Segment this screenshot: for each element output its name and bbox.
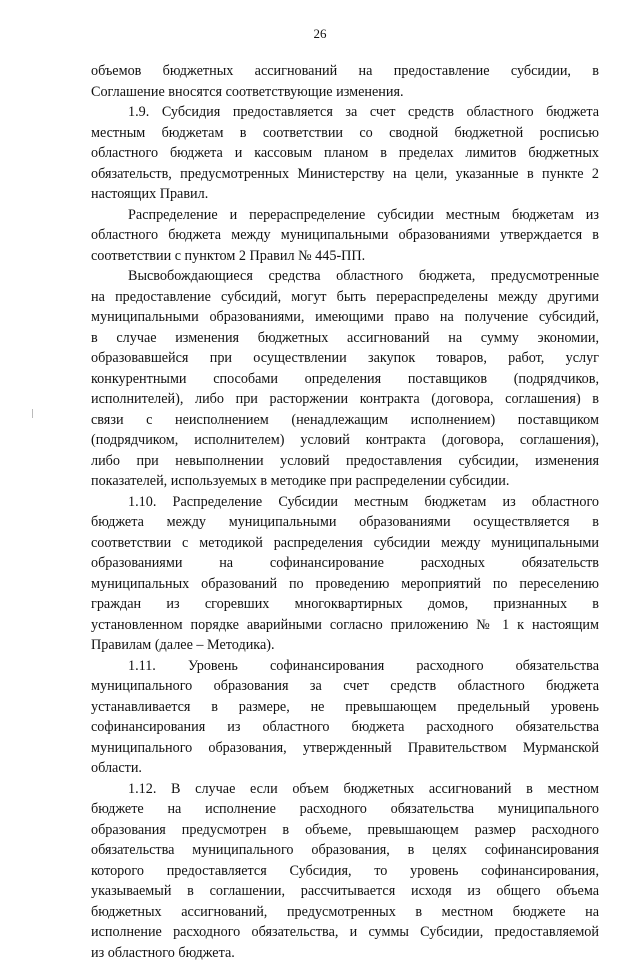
text-line: на предоставление субсидий, могут быть перераспределены между другими	[91, 287, 599, 308]
text-line: настоящих Правил.	[91, 184, 599, 205]
text-line: исполнителей), либо при расторжении контракта (договора, соглашения) в	[91, 389, 599, 410]
text-line: областного бюджета между муниципальными образованиями утверждается в	[91, 225, 599, 246]
text-line: муниципального образования за счет средств областного бюджета	[91, 676, 599, 697]
text-line: указываемый в соглашении, рассчитывается исходя из общего объема	[91, 881, 599, 902]
text-line: областного бюджета и кассовым планом в пределах лимитов бюджетных	[91, 143, 599, 164]
text-line: 1.11. Уровень софинансирования расходного обязательства	[91, 656, 599, 677]
text-line: области.	[91, 758, 599, 779]
text-line: Высвобождающиеся средства областного бюджета, предусмотренные	[91, 266, 599, 287]
text-line: либо при невыполнении условий предоставления субсидии, изменения	[91, 451, 599, 472]
text-line: бюджете на исполнение расходного обязательства муниципального	[91, 799, 599, 820]
page-number: 26	[0, 26, 640, 42]
text-line: бюджета между муниципальными образованиями осуществляется в	[91, 512, 599, 533]
text-line: муниципального образования, утвержденный Правительством Мурманской	[91, 738, 599, 759]
paragraph	[91, 102, 599, 205]
paragraph	[91, 779, 599, 963]
text-line: установленном порядке аварийными согласно приложению № 1 к настоящим	[91, 615, 599, 636]
text-line: 1.10. Распределение Субсидии местным бюджетам из областного	[91, 492, 599, 513]
text-line: обязательства муниципального образования, в целях софинансирования	[91, 840, 599, 861]
margin-mark	[32, 409, 33, 418]
text-line: граждан из сгоревших многоквартирных домов, признанных в	[91, 594, 599, 615]
text-line: соответствии с методикой распределения субсидии между муниципальными	[91, 533, 599, 554]
text-line: 1.9. Субсидия предоставляется за счет средств областного бюджета	[91, 102, 599, 123]
text-line: конкурентными способами определения поставщиков (подрядчиков,	[91, 369, 599, 390]
text-line: образованиями на софинансирование расходных обязательств	[91, 553, 599, 574]
text-line: в случае изменения бюджетных ассигнований на сумму экономии,	[91, 328, 599, 349]
text-line: муниципальными образованиями, имеющими право на получение субсидий,	[91, 307, 599, 328]
text-line: Распределение и перераспределение субсидии местным бюджетам из	[91, 205, 599, 226]
text-line: соответствии с пунктом 2 Правил № 445-ПП.	[91, 246, 599, 267]
text-line: объемов бюджетных ассигнований на предоставление субсидии, в	[91, 61, 599, 82]
text-line: софинансирования из областного бюджета расходного обязательства	[91, 717, 599, 738]
text-line: обязательств, предусмотренных Министерству на цели, указанные в пункте 2	[91, 164, 599, 185]
text-line: бюджетных ассигнований, предусмотренных в местном бюджете на	[91, 902, 599, 923]
text-line: исполнение расходного обязательства, и суммы Субсидии, предоставляемой	[91, 922, 599, 943]
paragraph	[91, 61, 599, 102]
document-body	[91, 61, 599, 963]
paragraph	[91, 656, 599, 779]
text-line: местным бюджетам в соответствии со сводной бюджетной росписью	[91, 123, 599, 144]
text-line: 1.12. В случае если объем бюджетных ассигнований в местном	[91, 779, 599, 800]
text-line: устанавливается в размере, не превышающем предельный уровень	[91, 697, 599, 718]
text-line: образования предусмотрен в объеме, превышающем размер расходного	[91, 820, 599, 841]
text-line: Правилам (далее – Методика).	[91, 635, 599, 656]
text-line: (подрядчиком, исполнителем) условий контракта (договора, соглашения),	[91, 430, 599, 451]
text-line: связи с неисполнением (ненадлежащим исполнением) поставщиком	[91, 410, 599, 431]
text-line: показателей, используемых в методике при распределении субсидии.	[91, 471, 599, 492]
paragraph	[91, 205, 599, 267]
text-line: которого предоставляется Субсидия, то уровень софинансирования,	[91, 861, 599, 882]
text-line: Соглашение вносятся соответствующие изменения.	[91, 82, 599, 103]
text-line: муниципальных образований по проведению мероприятий по переселению	[91, 574, 599, 595]
text-line: из областного бюджета.	[91, 943, 599, 963]
paragraph	[91, 492, 599, 656]
text-line: образовавшейся при осуществлении закупок товаров, работ, услуг	[91, 348, 599, 369]
paragraph	[91, 266, 599, 492]
